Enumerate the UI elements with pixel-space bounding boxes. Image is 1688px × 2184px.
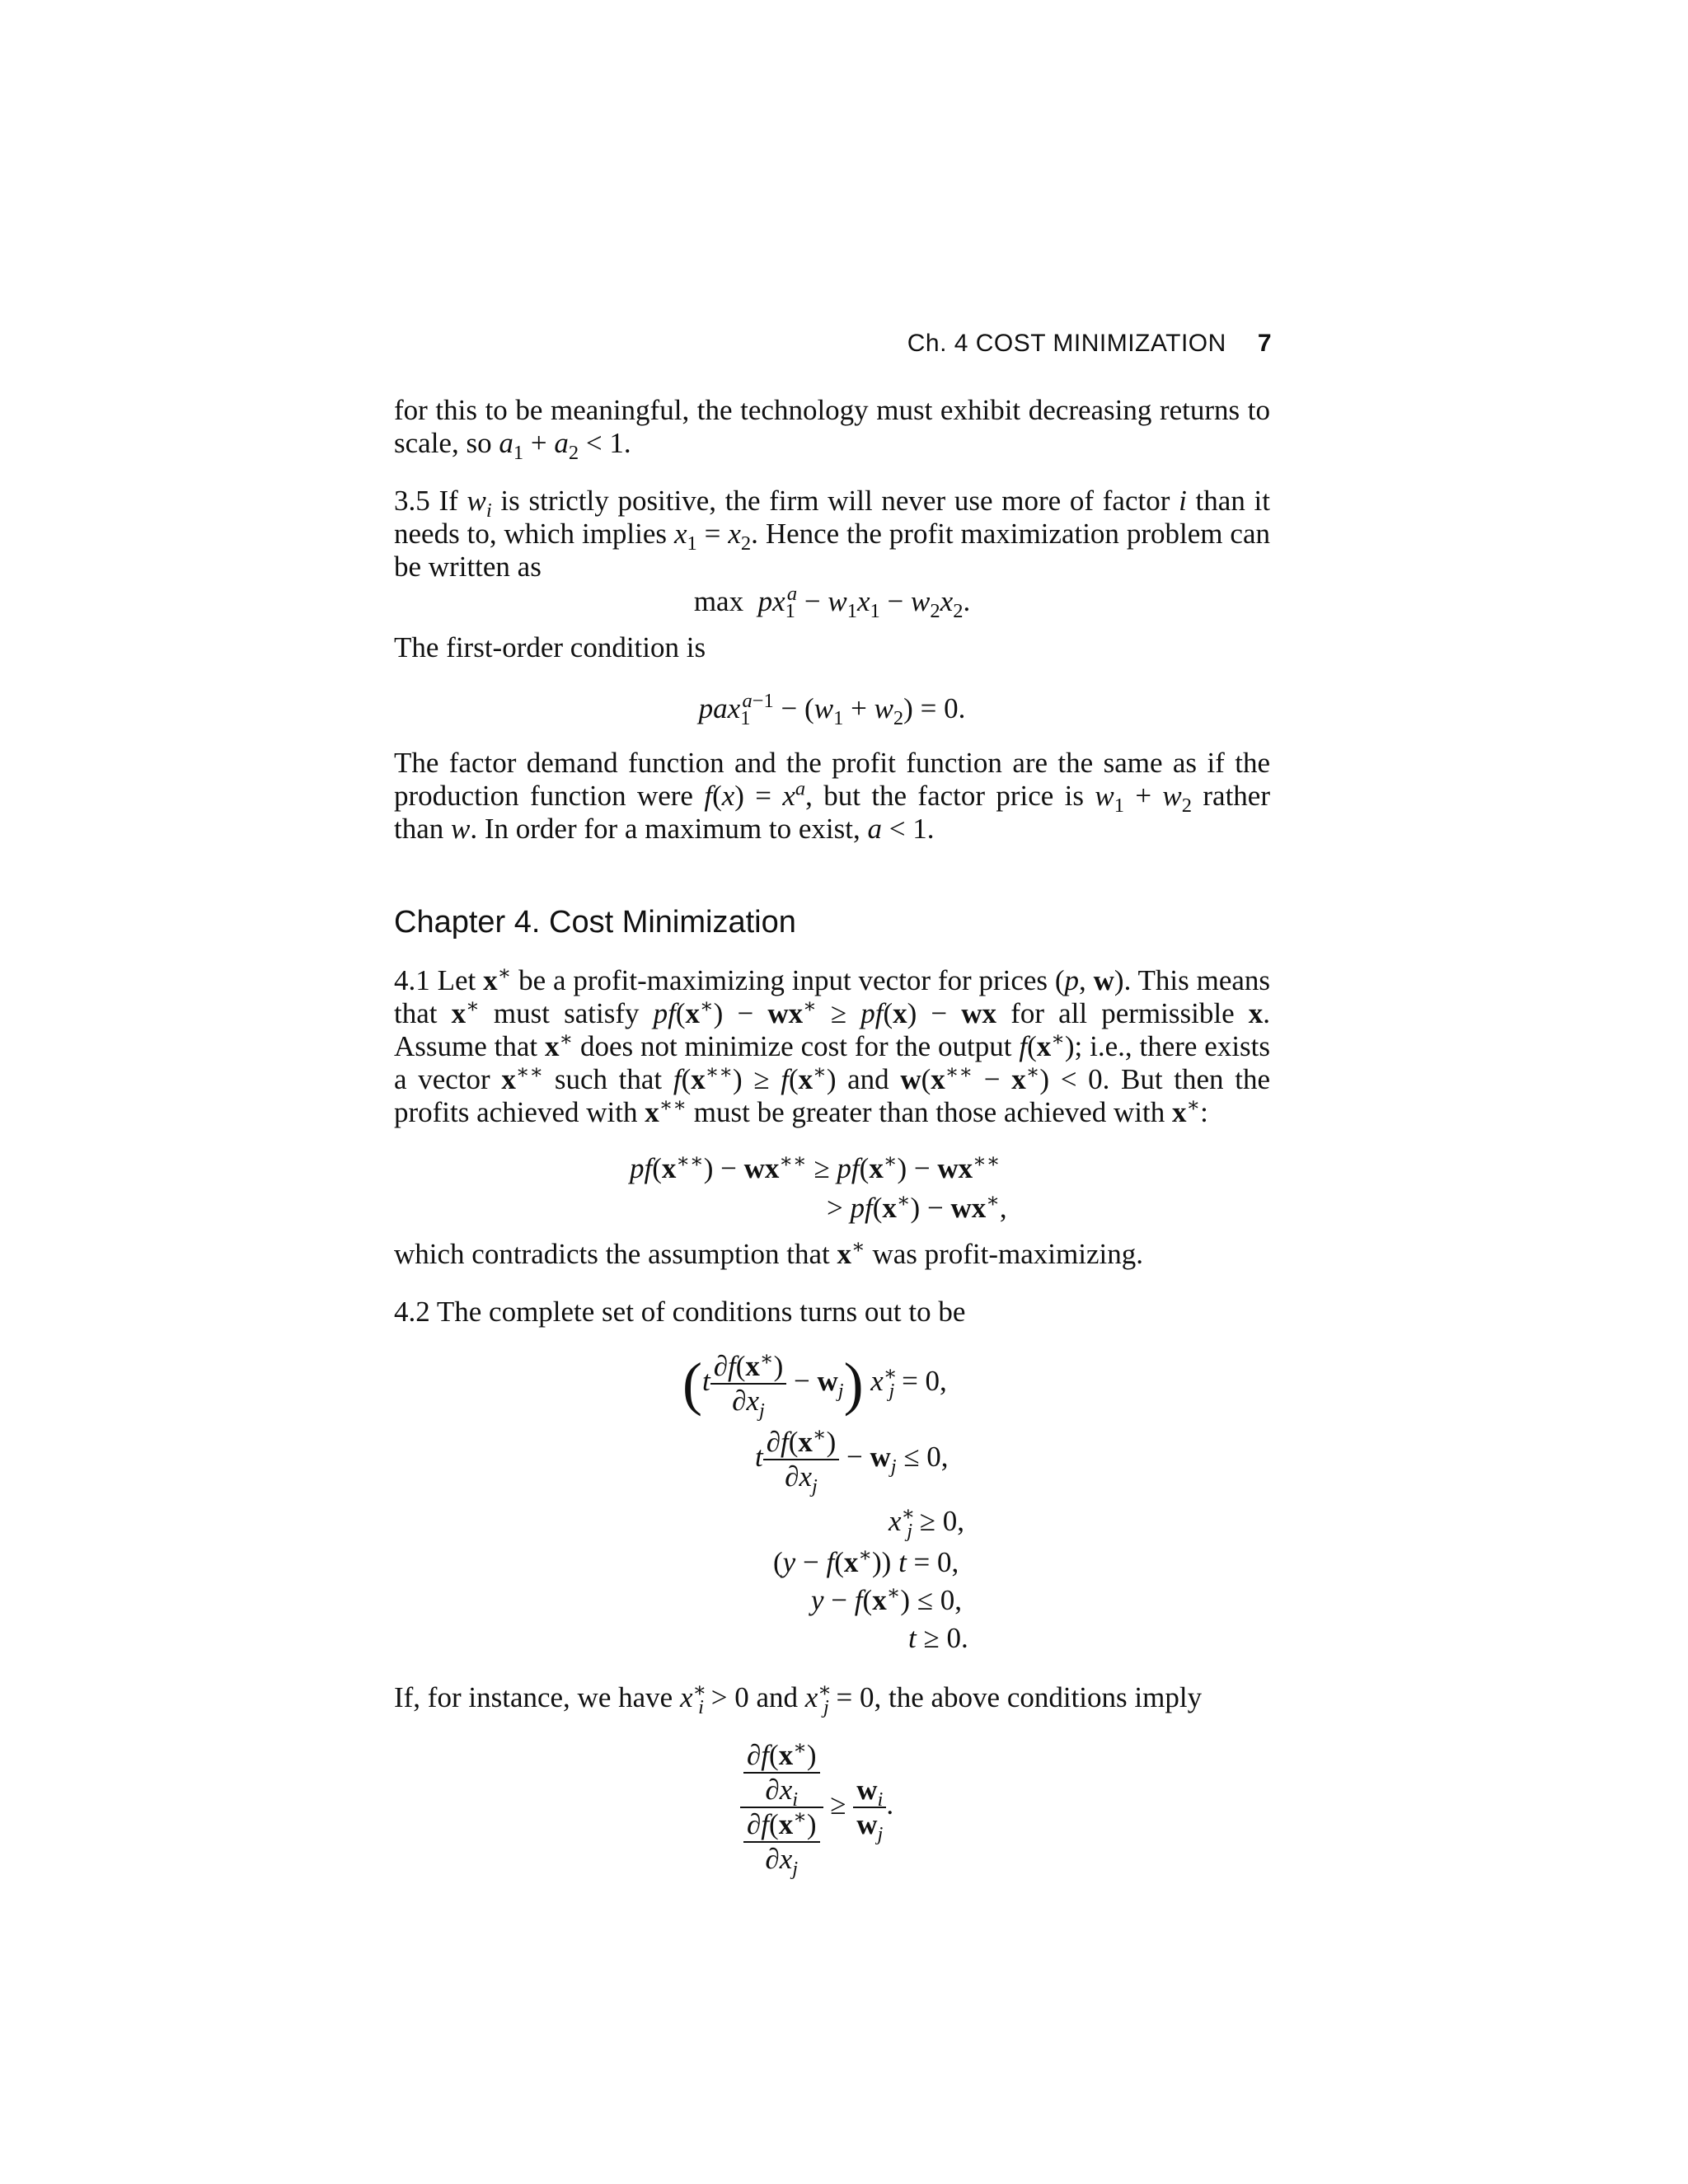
paragraph-decreasing-returns: for this to be meaningful, the technology must exhibit decreasing returns to scale, so $a_1 + a_2 < 1$. [394, 394, 1270, 464]
paragraph-4-1: 4.1 Let x∗ be a profit-maximizing input vector for prices (p, w). This means that x∗ must satisfy pf(x∗) − wx∗ ≥ pf(x) − wx for all permissible x. Assume that x∗ does not minimize cost for the output f(x∗); i.e., there exists a vector x∗∗ such that f(x∗∗) ≥ f(x∗) and w(x∗∗ − x∗) < 0. But then the profits achieved with x∗∗ must be greater than those achieved with x∗: [394, 962, 1271, 1128]
paragraph-factor-demand: The factor demand function and the profit function are the same as if the production function were $f(x) = x^a$, but the factor price is $w_1 + w_2$ rather than w. In order for a maximum to exist, a < 1. [394, 747, 1270, 845]
equation-ratio: ∂f(x∗) $\partial x_i$ ∂f(x∗) $\partial x_j$ ≥ $\frac{w_i}{w_j}$ . [740, 1741, 893, 1874]
paragraph-4-2: 4.2 The complete set of conditions turns out to be [394, 1296, 966, 1328]
running-header [907, 330, 1272, 358]
kkt-line-5: y − f(x∗) ≤ 0, [811, 1582, 962, 1616]
paragraph-contradiction: which contradicts the assumption that x∗ was profit-maximizing. [394, 1235, 1143, 1270]
kkt-line-6: t ≥ 0. [908, 1622, 968, 1654]
equation-profit-line-1: pf(x∗∗) − wx∗∗ ≥ pf(x∗) − wx∗∗ [630, 1150, 1001, 1184]
kkt-line-3: $x^∗_j \ge 0$, [889, 1502, 964, 1542]
equation-max-problem: $\max px_1^a - w_1x_1 - w_2x_2$. [693, 583, 971, 622]
running-title: Ch. 4 COST MINIMIZATION [907, 330, 1226, 357]
paragraph-foc-intro: The first-order condition is [394, 631, 706, 663]
equation-profit-line-2: > pf(x∗) − wx∗, [827, 1189, 1007, 1224]
paragraph-3-5: 3.5 If $w_i$ is strictly positive, the firm will never use more of factor i than it needs to, which implies $x_1 = x_2$. Hence the profit maximization problem can be written as [394, 485, 1270, 583]
paragraph-implication: If, for instance, we have $x^∗_i > 0$ and $x^∗_j = 0$, the above conditions imply [394, 1679, 1203, 1718]
kkt-line-1: (t $\frac{\partial f(x^∗)}{\partial x_j}$ − $w_j$) $x^∗_j = 0$, [682, 1347, 947, 1422]
chapter-heading: Chapter 4. Cost Minimization [394, 905, 796, 940]
page-number: 7 [1257, 330, 1272, 357]
equation-foc: $pax_1^{a-1} - (w_1 + w_2) = 0$. [698, 690, 966, 729]
kkt-line-4: (y − f(x∗)) t = 0, [773, 1544, 959, 1578]
kkt-line-2: t $\frac{\partial f(x^∗)}{\partial x_j}$ − $w_j \le 0$, [755, 1423, 949, 1497]
